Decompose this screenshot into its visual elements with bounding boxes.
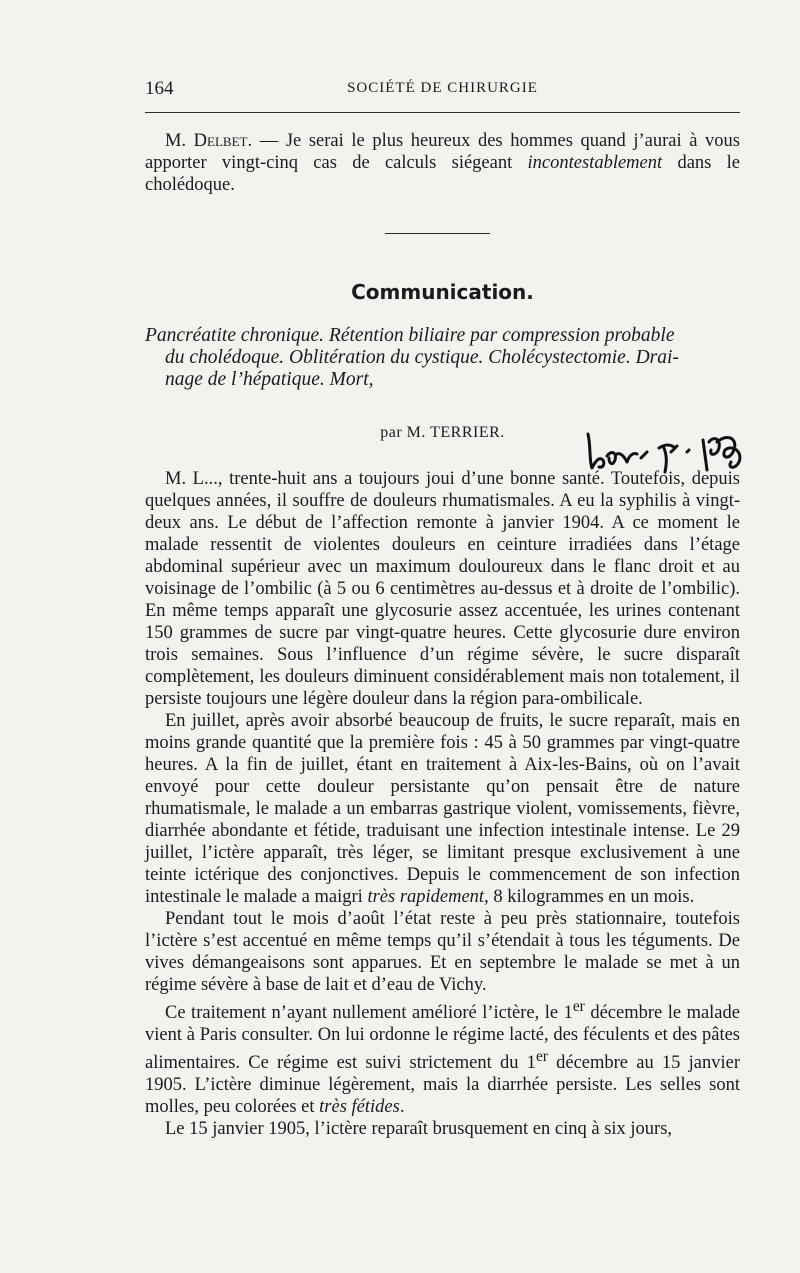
paragraph-4-emphasis: très fétides [319, 1097, 400, 1118]
paragraph-3: Pendant tout le mois d’août l’état reste à peu près stationnaire, toutefois l’ictère s’est accentué en même temps qu’il s’étendait à tous les téguments. De vives démangeaisons sont apparues. Et en septembre le malade se met à un régime sévère à base de lait et d’eau de Vichy. [145, 909, 740, 995]
main-text [145, 468, 740, 1140]
section-title: Communication. [351, 280, 534, 304]
section-separator [385, 233, 490, 234]
byline: par M. TERRIER. [380, 424, 505, 441]
paragraph-4-sup-1: er [572, 998, 585, 1015]
delbet-text-2: dans le cholédoque. [145, 153, 740, 195]
paragraph-2-emphasis: très rapidement [367, 887, 485, 907]
paragraph-4-end: . [399, 1097, 405, 1118]
delbet-text-1: — Je serai le plus heureux des hommes quand j’aurai à vous apporter vingt-cinq cas de calculs siégeant [145, 131, 740, 173]
paragraph-4-text-c: décembre au 15 janvier 1905. L’ictère diminue légèrement, mais la diarrhée persiste. Les selles sont molles, peu colorées et [145, 1053, 740, 1118]
communication-title-line-1: Pancréatite chronique. Rétention biliaire par compression probable [145, 325, 675, 346]
paragraph-4-sup-2: er [535, 1048, 548, 1066]
delbet-emphasis: incontestablement [527, 153, 663, 173]
communication-title-line-2: du cholédoque. Oblitération du cystique. Cholécystectomie. Drai- [165, 347, 679, 368]
paragraph-4-text-a: Ce traitement n’ayant nullement amélioré l’ictère, le 1 [165, 1003, 573, 1024]
header-rule [145, 112, 740, 113]
running-title: SOCIÉTÉ DE CHIRURGIE [347, 80, 538, 96]
paragraph-1: M. L..., trente-huit ans a toujours joui d’une bonne santé. Toutefois, depuis quelques années, il souffre de douleurs rhumatismales. A eu la syphilis à vingt-deux ans. Le début de l’affection remonte à janvier 1904. A ce moment le malade ressentit de violentes douleurs en ceinture irradiées dans l’étage abdominal supérieur avec un maximum douloureux dans le flanc droit et au voisinage de l’ombilic (à 5 ou 6 centimètres au-dessus et à droite de l’ombilic). En même temps apparaît une glycosurie assez accentuée, les urines contenant 150 grammes de sucre par vingt-quatre heures. Cette glycosurie dure environ trois semaines. Sous l’influence d’un régime sévère, le sucre disparaît complètement, les douleurs diminuent considérablement mais non totalement, il persiste toujours une légère douleur dans la région para-ombilicale. [145, 469, 740, 709]
page-header [145, 74, 740, 104]
page-number: 164 [145, 78, 174, 99]
delbet-remark [145, 130, 740, 196]
paragraph-2 [145, 710, 740, 908]
paragraph-2-text: En juillet, après avoir absorbé beaucoup de fruits, le sucre reparaît, mais en moins grande quantité que la première fois : 45 à 50 grammes par vingt-quatre heures. A la fin de juillet, étant en traitement à Aix-les-Bains, où on l’avait envoyé pour cette douleur persistante qu’on pensait être de nature rhumatismale, le malade a un embarras gastrique violent, vomissements, fièvre, diarrhée abondante et fétide, traduisant une infection intestinale intense. Le 29 juillet, l’ictère apparaît, très léger, se limitant presque exclusivement à une teinte ictérique des conjonctives. Depuis le commencement de son infection intestinale le malade a maigri [145, 711, 740, 907]
communication-title-line-3: nage de l’hépatique. Mort, [165, 369, 374, 390]
paragraph-5: Le 15 janvier 1905, l’ictère reparaît brusquement en cinq à six jours, [165, 1119, 673, 1140]
delbet-paragraph [145, 130, 740, 196]
paragraph-4-text-b: décembre le malade vient à Paris consulter. On lui ordonne le régime lacté, des féculents et des pâtes alimentaires. Ce régime est suivi strictement du 1 [145, 1003, 740, 1074]
communication-title [145, 325, 740, 391]
speaker-name: M. Delbet. [165, 131, 253, 151]
paragraph-2-end: , 8 kilogrammes en un mois. [484, 887, 695, 907]
paragraph-4 [145, 996, 740, 1118]
